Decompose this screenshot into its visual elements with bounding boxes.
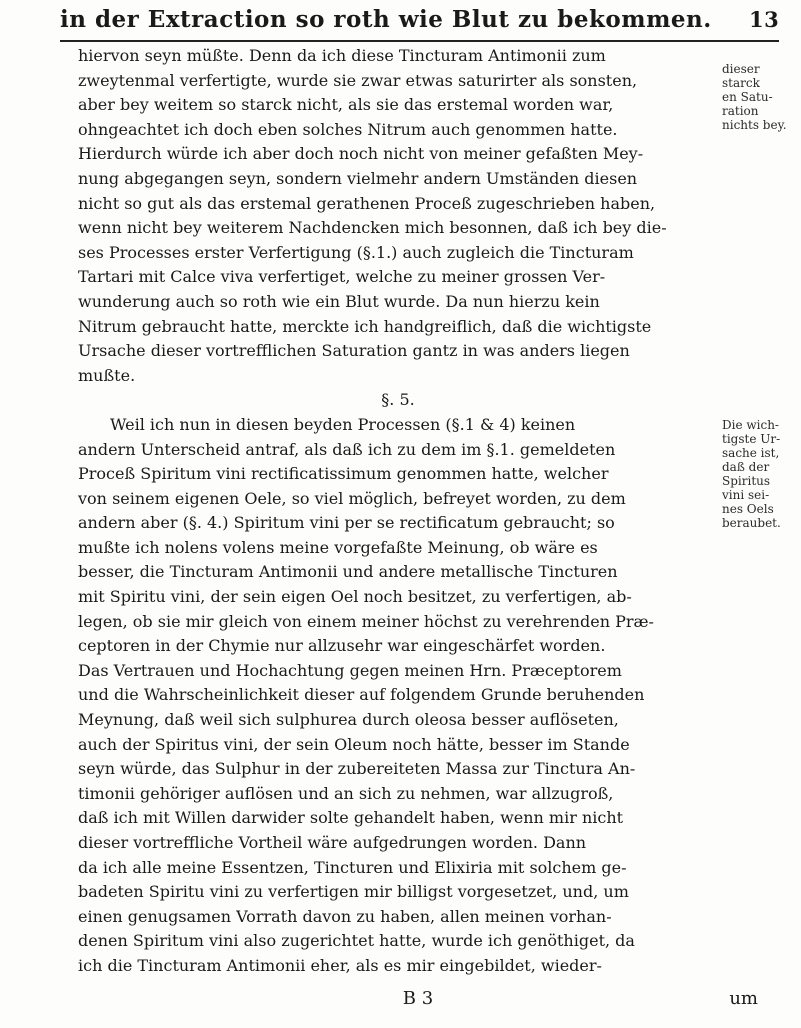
margin-note-line: ration xyxy=(722,104,759,118)
page-footer xyxy=(78,988,758,1016)
running-header xyxy=(60,6,779,40)
text-line: dieser vortreffliche Vortheil wäre aufgedrungen worden. Dann xyxy=(78,833,587,852)
text-line: Hierdurch würde ich aber doch noch nicht von meiner gefaßten Mey- xyxy=(78,144,644,164)
text-line: daß ich mit Willen darwider solte gehandelt haben, wenn mir nicht xyxy=(78,808,624,828)
margin-note-line: nes Oels xyxy=(722,502,774,516)
text-line: legen, ob sie mir gleich von einem meiner höchst zu verehrenden Præ- xyxy=(78,611,654,631)
text-line: Proceß Spiritum vini rectificatissimum genommen hatte, welcher xyxy=(78,464,609,484)
margin-note-line: tigste Ur- xyxy=(722,432,781,446)
margin-note-line: Die wich- xyxy=(722,418,779,432)
text-line: Meynung, daß weil sich sulphurea durch oleosa besser auflöseten, xyxy=(78,710,619,730)
text-line: Das Vertrauen und Hochachtung gegen meinen Hrn. Præceptorem xyxy=(78,660,622,680)
text-line: ohngeachtet ich doch eben solches Nitrum auch genommen hatte. xyxy=(78,119,618,139)
signature-mark: B 3 xyxy=(402,988,434,1009)
text-line: mußte ich nolens volens meine vorgefaßte Meinung, ob wäre es xyxy=(78,537,598,557)
margin-note-line: en Satu- xyxy=(722,90,773,104)
margin-note-line: nichts bey. xyxy=(722,118,787,132)
text-line: da ich alle meine Essentzen, Tincturen und Elixiria mit solchem ge- xyxy=(78,857,627,877)
text-line: ich die Tincturam Antimonii eher, als es mir eingebildet, wieder- xyxy=(78,955,602,975)
margin-note-line: sache ist, xyxy=(722,446,780,460)
text-line: hiervon seyn müßte. Denn da ich diese Tincturam Antimonii zum xyxy=(78,46,606,65)
margin-note-line: vini sei- xyxy=(722,488,770,502)
text-line: Ursache dieser vortrefflichen Saturation gantz in was anders liegen xyxy=(78,341,630,361)
text-line: ses Processes erster Verfertigung (§.1.) auch zugleich die Tincturam xyxy=(78,242,634,262)
text-line: Nitrum gebraucht hatte, merckte ich handgreiflich, daß die wichtigste xyxy=(78,316,652,336)
margin-note-line: Spiritus xyxy=(722,474,771,488)
margin-note-line: daß der xyxy=(722,460,770,474)
header-rule xyxy=(60,40,779,42)
text-line: ceptoren in der Chymie nur allzusehr war eingeschärfet worden. xyxy=(78,636,606,656)
catchword: um xyxy=(729,988,758,1009)
running-title: in der Extraction so roth wie Blut zu bekommen. xyxy=(60,6,712,33)
body-text xyxy=(78,44,718,979)
text-line: badeten Spiritu vini zu verfertigen mir billigst vorgesetzet, und, um xyxy=(78,882,629,902)
text-line: andern Unterscheid antraf, als daß ich zu dem im §.1. gemeldeten xyxy=(78,439,616,459)
page-number: 13 xyxy=(749,7,780,32)
text-line: denen Spiritum vini also zugerichtet hatte, wurde ich genöthiget, da xyxy=(78,931,635,951)
text-line: timonii gehöriger auflösen und an sich zu nehmen, war allzugroß, xyxy=(78,783,614,803)
text-line: seyn würde, das Sulphur in der zubereiteten Massa zur Tinctura An- xyxy=(78,759,636,779)
text-line: Tartari mit Calce viva verfertiget, welche zu meiner grossen Ver- xyxy=(78,267,606,287)
text-line: nicht so gut als das erstemal gerathenen Proceß zugeschrieben haben, xyxy=(78,193,656,213)
text-line: auch der Spiritus vini, der sein Oleum noch hätte, besser im Stande xyxy=(78,734,630,754)
text-line: und die Wahrscheinlichkeit dieser auf folgendem Grunde beruhenden xyxy=(78,685,645,705)
text-line: von seinem eigenen Oele, so viel möglich, befreyet worden, zu dem xyxy=(78,488,626,508)
section-heading: §. 5. xyxy=(381,390,415,410)
text-line: nung abgegangen seyn, sondern vielmehr andern Umständen diesen xyxy=(78,168,638,188)
margin-note-line: dieser starck xyxy=(722,62,760,90)
margin-note-line: beraubet. xyxy=(722,516,781,530)
text-line: andern aber (§. 4.) Spiritum vini per se rectificatum gebraucht; so xyxy=(78,513,615,533)
text-line: aber bey weitem so starck nicht, als sie das erstemal worden war, xyxy=(78,95,614,115)
text-line: mußte. xyxy=(78,365,136,385)
text-line: besser, die Tincturam Antimonii und andere metallische Tincturen xyxy=(78,562,618,582)
text-line: wenn nicht bey weiterem Nachdencken mich besonnen, daß ich bey die- xyxy=(78,218,667,238)
text-line: einen genugsamen Vorrath davon zu haben, allen meinen vorhan- xyxy=(78,906,612,926)
text-line: mit Spiritu vini, der sein eigen Oel noch besitzet, zu verfertigen, ab- xyxy=(78,587,632,607)
margin-note xyxy=(722,62,800,132)
text-line: wunderung auch so roth wie ein Blut wurde. Da nun hierzu kein xyxy=(78,291,600,311)
margin-note xyxy=(722,418,800,530)
text-line: Weil ich nun in diesen beyden Processen (§.1 & 4) keinen xyxy=(110,414,576,434)
text-line: zweytenmal verfertigte, wurde sie zwar etwas saturirter als sonsten, xyxy=(78,70,638,90)
